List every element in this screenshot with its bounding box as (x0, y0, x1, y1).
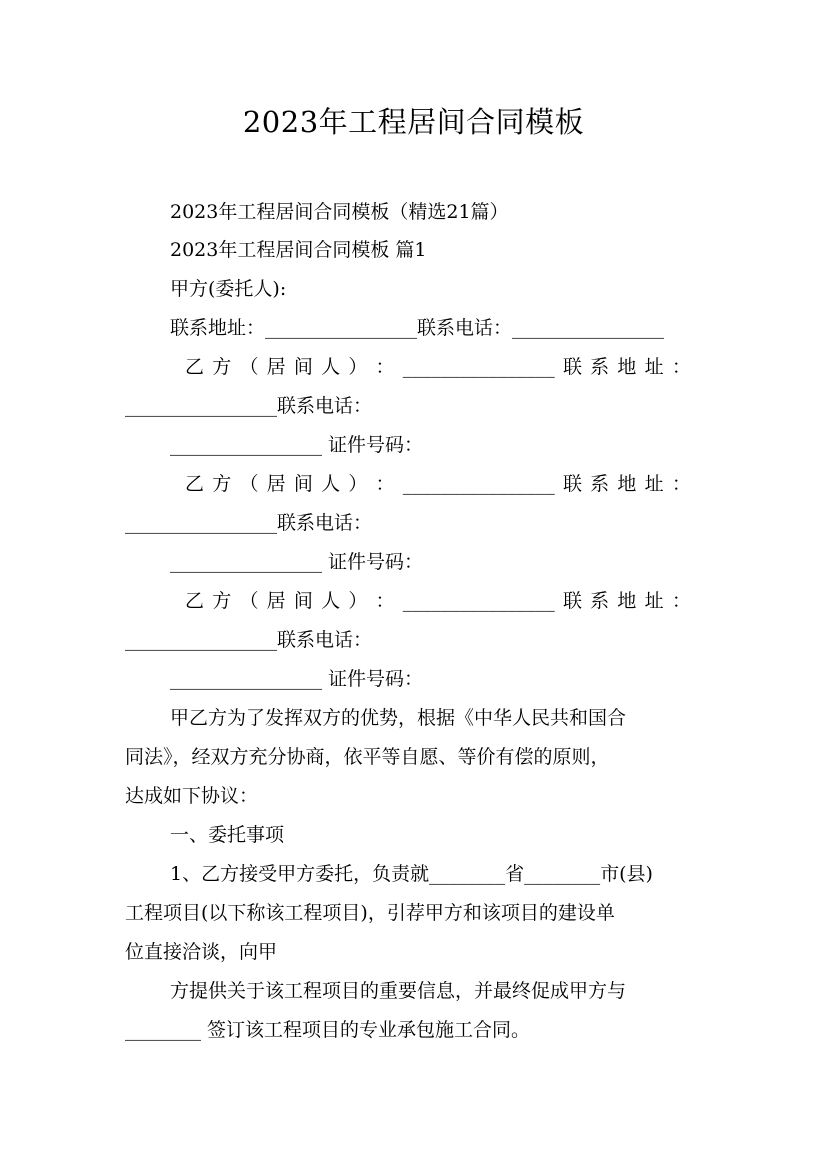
party-b-char: 居 (266, 590, 286, 612)
party-b-blank: ________________ (402, 356, 555, 378)
party-b-char: 址 (644, 473, 664, 495)
party-b-char: 乙 (185, 356, 205, 378)
party-b-blank: ________________ (402, 590, 555, 612)
party-b-contact-line: ________________联系电话： (125, 512, 373, 534)
party-b-char: ） (348, 356, 368, 378)
party-b-char: 乙 (185, 590, 205, 612)
party-b-char: 联 (562, 473, 582, 495)
document-title: 2023年工程居间合同模板 (242, 105, 585, 139)
body-paragraph-line: 同法》，经双方充分协商，依平等自愿、等价有偿的原则， (125, 746, 610, 768)
party-b-char: 联 (562, 590, 582, 612)
party-b-char: ： (671, 356, 691, 378)
party-b-char: 方 (212, 590, 232, 612)
party-a-label: 甲方(委托人): (170, 278, 287, 300)
party-b-blank: ________________ (402, 473, 555, 495)
body-paragraph-line: 甲乙方为了发挥双方的优势，根据《中华人民共和国合 (170, 707, 627, 729)
party-b-char: 址 (644, 356, 664, 378)
party-b-char: 乙 (185, 473, 205, 495)
party-b-char: 系 (590, 356, 610, 378)
party-b-char: 地 (617, 356, 637, 378)
party-b-char: （ (239, 356, 259, 378)
party-b-char: ： (375, 356, 395, 378)
party-b-char: 居 (266, 356, 286, 378)
party-b-char: 间 (293, 356, 313, 378)
party-b-char: 联 (562, 356, 582, 378)
clause-line: 位直接洽谈，向甲 (125, 941, 278, 963)
clause-line: 工程项目(以下称该工程项目)，引荐甲方和该项目的建设单 (125, 902, 615, 924)
party-b-char: 系 (590, 590, 610, 612)
party-b-char: 人 (321, 356, 341, 378)
party-b-row (185, 588, 691, 614)
party-b-id-line: ________________ 证件号码： (170, 551, 424, 573)
party-b-char: ： (375, 590, 395, 612)
party-b-char: ： (375, 473, 395, 495)
party-b-char: 间 (293, 590, 313, 612)
party-b-char: 间 (293, 473, 313, 495)
party-b-row (185, 354, 691, 380)
party-b-row (185, 471, 691, 497)
party-b-char: 地 (617, 473, 637, 495)
party-b-char: 人 (321, 590, 341, 612)
party-b-char: ） (348, 590, 368, 612)
party-b-char: （ (239, 590, 259, 612)
party-b-char: 人 (321, 473, 341, 495)
party-b-id-line: ________________ 证件号码： (170, 668, 424, 690)
clause-heading: 一、委托事项 (170, 824, 285, 846)
body-paragraph-line: 达成如下协议： (125, 785, 259, 807)
clause-line: 方提供关于该工程项目的重要信息，并最终促成甲方与 (170, 980, 627, 1002)
party-b-char: 方 (212, 473, 232, 495)
party-b-contact-line: ________________联系电话： (125, 629, 373, 651)
party-b-char: （ (239, 473, 259, 495)
party-b-char: 方 (212, 356, 232, 378)
party-b-char: 居 (266, 473, 286, 495)
section-heading: 2023年工程居间合同模板 篇1 (170, 239, 427, 261)
party-b-char: 系 (590, 473, 610, 495)
party-b-char: ） (348, 473, 368, 495)
clause-line: ________ 签订该工程项目的专业承包施工合同。 (125, 1019, 531, 1041)
party-b-char: ： (671, 590, 691, 612)
clause-line: 1、乙方接受甲方委托，负责就________省________市(县) (170, 863, 653, 885)
party-a-contact-line: 联系地址：________________联系电话：________________ (170, 317, 665, 339)
party-b-char: 址 (644, 590, 664, 612)
party-b-char: ： (671, 473, 691, 495)
party-b-contact-line: ________________联系电话： (125, 395, 373, 417)
party-b-char: 地 (617, 590, 637, 612)
party-b-id-line: ________________ 证件号码： (170, 434, 424, 456)
subtitle-line: 2023年工程居间合同模板（精选21篇） (170, 201, 509, 223)
